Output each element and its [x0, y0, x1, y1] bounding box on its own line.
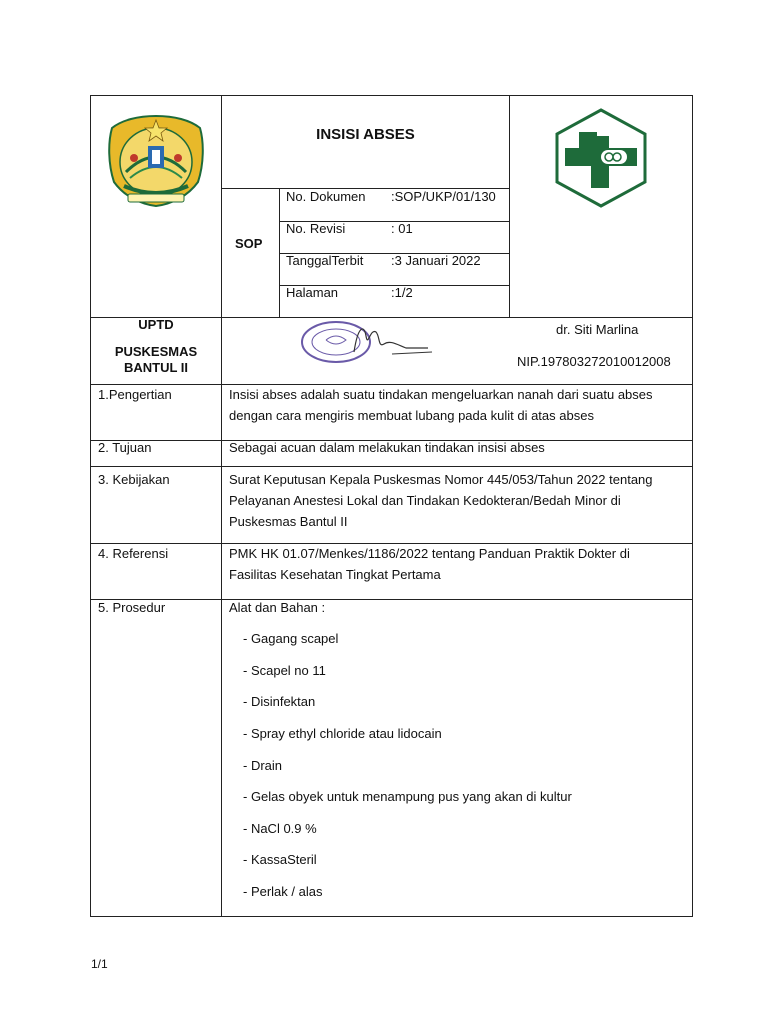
section-text-line: Pelayanan Anestesi Lokal dan Tindakan Kedokteran/Bedah Minor di	[229, 493, 621, 508]
list-item: - Gagang scapel	[243, 631, 339, 646]
sop-label: SOP	[235, 236, 263, 251]
section-text-line: dengan cara mengiris membuat lubang pada kulit di atas abses	[229, 408, 594, 423]
section-label-kebijakan: 3. Kebijakan	[98, 472, 170, 487]
org-line-puskesmas: PUSKESMAS	[114, 344, 198, 359]
section-text-line: Fasilitas Kesehatan Tingkat Pertama	[229, 567, 441, 582]
list-item: - Drain	[243, 758, 283, 773]
document-title: INSISI ABSES	[316, 126, 415, 143]
page-number: 1/1	[91, 957, 108, 971]
list-item: - Perlak / alas	[243, 884, 323, 899]
field-label-no-revisi: No. Revisi	[286, 221, 346, 236]
list-item: - Gelas obyek untuk menampung pus yang akan di kultur	[243, 789, 572, 804]
list-item: - Spray ethyl chloride atau lidocain	[243, 726, 442, 741]
signer-nip: NIP.197803272010012008	[517, 354, 671, 369]
section-label-prosedur: 5. Prosedur	[98, 600, 166, 615]
field-value-halaman: :1/2	[391, 285, 413, 300]
field-label-no-dokumen: No. Dokumen	[286, 189, 366, 204]
puskesmas-logo	[551, 108, 651, 208]
section-text-line: Puskesmas Bantul II	[229, 514, 348, 529]
section-label-pengertian: 1.Pengertian	[98, 387, 172, 402]
field-value-tanggal-terbit: :3 Januari 2022	[391, 253, 481, 268]
list-item: - KassaSteril	[243, 852, 317, 867]
section-text-line: Surat Keputusan Kepala Puskesmas Nomor 445/053/Tahun 2022 tentang	[229, 472, 653, 487]
list-item: - NaCl 0.9 %	[243, 821, 317, 836]
field-label-halaman: Halaman	[286, 285, 339, 300]
signer-name: dr. Siti Marlina	[556, 322, 639, 337]
field-label-tanggal-terbit: TanggalTerbit	[286, 253, 364, 268]
list-item: - Disinfektan	[243, 694, 316, 709]
section-text-line: Sebagai acuan dalam melakukan tindakan insisi abses	[229, 440, 545, 455]
section-text-line: PMK HK 01.07/Menkes/1186/2022 tentang Panduan Praktik Dokter di	[229, 546, 630, 561]
section-label-tujuan: 2. Tujuan	[98, 440, 152, 455]
prosedur-items-list	[243, 628, 683, 908]
field-value-no-dokumen: :SOP/UKP/01/130	[391, 189, 496, 204]
org-line-bantul: BANTUL II	[123, 360, 189, 375]
prosedur-heading: Alat dan Bahan :	[229, 600, 326, 615]
section-text-line: Insisi abses adalah suatu tindakan mengeluarkan nanah dari suatu abses	[229, 387, 653, 402]
org-line-uptd: UPTD	[138, 317, 174, 332]
section-label-referensi: 4. Referensi	[98, 546, 169, 561]
official-stamp-and-signature	[296, 318, 436, 366]
field-value-no-revisi: : 01	[391, 221, 413, 236]
list-item: - Scapel no 11	[243, 663, 326, 678]
regional-emblem-logo	[104, 112, 208, 208]
